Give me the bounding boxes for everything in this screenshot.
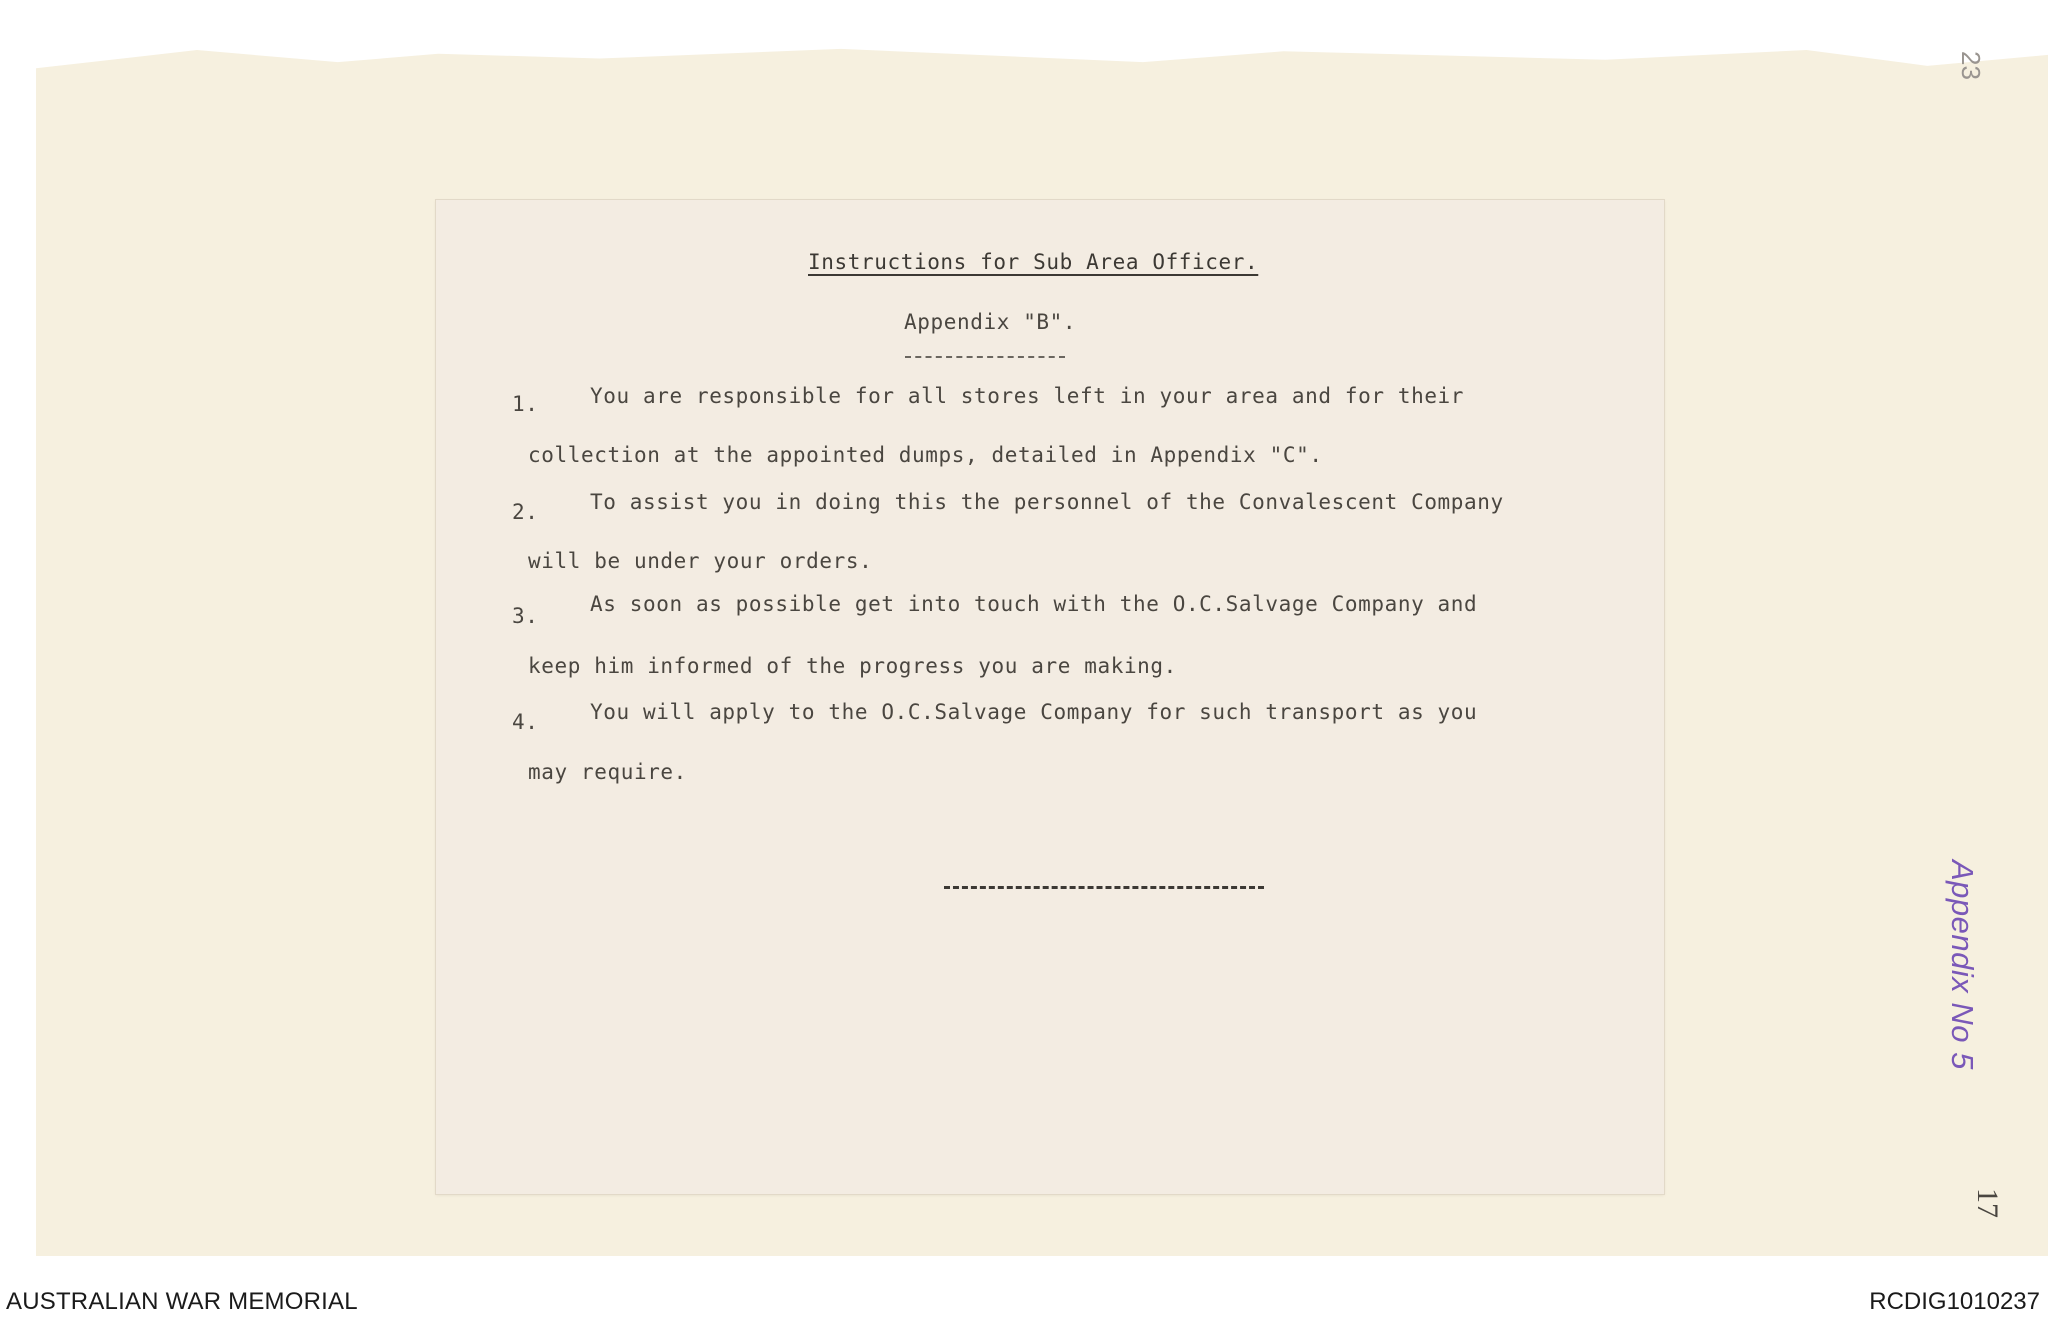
item-number: 3. [512, 604, 539, 628]
footer-institution: AUSTRALIAN WAR MEMORIAL [6, 1288, 358, 1315]
item-number: 1. [512, 392, 539, 416]
item-line: will be under your orders. [528, 549, 873, 573]
pasted-typed-sheet [436, 200, 1664, 1194]
footer-record-id: RCDIG1010237 [1869, 1288, 2040, 1315]
item-number: 2. [512, 500, 539, 524]
item-line: You are responsible for all stores left in your area and for their [590, 384, 1465, 408]
document-subtitle: Appendix "B". [904, 310, 1077, 334]
appendix-stamp-text: Appendix No 5 [1945, 860, 1980, 1070]
item-line: To assist you in doing this the personnel of the Convalescent Company [590, 490, 1504, 514]
subtitle-underline [905, 356, 1065, 358]
item-line: keep him informed of the progress you are making. [528, 654, 1177, 678]
item-line: You will apply to the O.C.Salvage Company for such transport as you [590, 700, 1478, 724]
item-line: may require. [528, 760, 687, 784]
folio-number: 17 [1971, 1188, 2004, 1218]
item-number: 4. [512, 710, 539, 734]
appendix-stamp [1904, 860, 1984, 1160]
item-line: As soon as possible get into touch with the O.C.Salvage Company and [590, 592, 1478, 616]
document-title: Instructions for Sub Area Officer. [808, 250, 1259, 274]
item-line: collection at the appointed dumps, detailed in Appendix "C". [528, 443, 1323, 467]
corner-annotation: 23 [1955, 51, 1986, 80]
closing-dashed-rule [944, 886, 1264, 889]
